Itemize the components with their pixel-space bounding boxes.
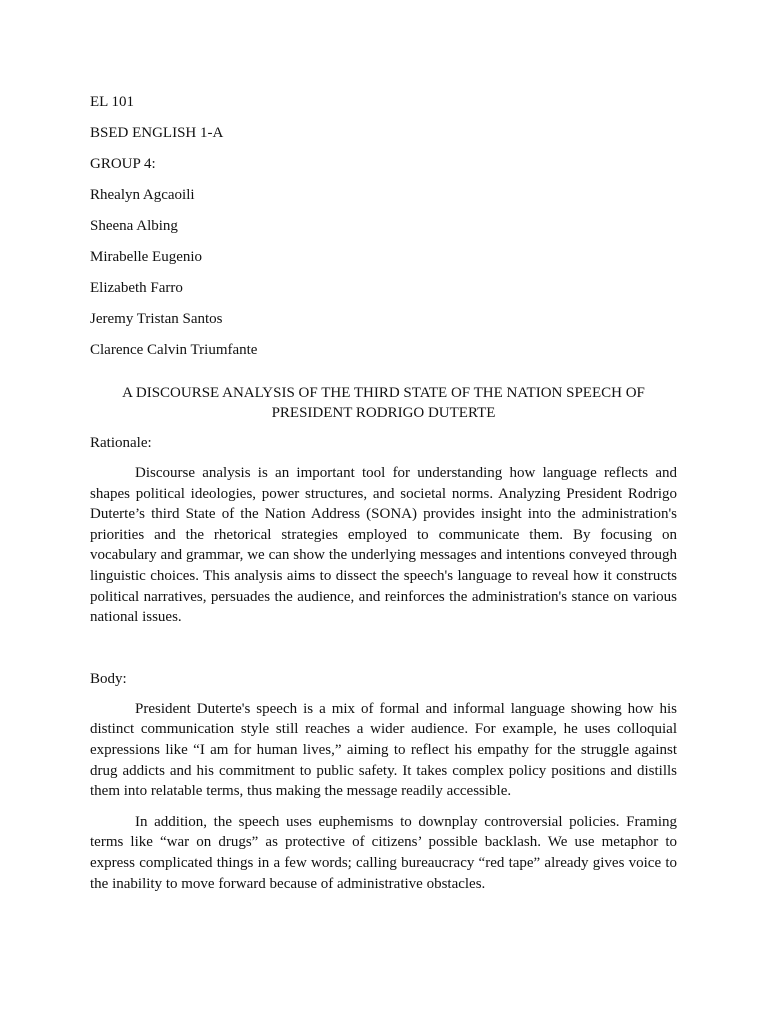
member-name: Rhealyn Agcaoili — [90, 187, 195, 203]
rationale-paragraph: Discourse analysis is an important tool for understanding how language reflects and shapes political ideologies, power structures, and societal norms. Analyzing President Rodrigo Duterte’s third State of the Nation Address (SONA) provides insight into the administration's priorities and the rhetorical strategies employed to communicate them. By focusing on vocabulary and grammar, we can show the underlying messages and intentions conveyed through linguistic choices. This analysis aims to dissect the speech's language to reveal how it constructs political narratives, persuades the audience, and reinforces the administration's stance on various national issues. — [90, 465, 677, 626]
body-heading: Body: — [90, 670, 127, 687]
body-paragraph: In addition, the speech uses euphemisms to downplay controversial policies. Framing terms like “war on drugs” as protective of citizens’ possible backlash. We use metaphor to express complicated things in a few words; calling bureaucracy “red tape” already gives voice to the inability to move forward because of administrative obstacles. — [90, 813, 677, 892]
member-name: Sheena Albing — [90, 218, 178, 234]
document-content — [90, 92, 677, 894]
course-section: BSED ENGLISH 1-A — [90, 125, 224, 141]
header-block — [90, 92, 677, 371]
body-paragraph: President Duterte's speech is a mix of formal and informal language showing how his distinct communication style still reaches a wider audience. For example, he uses colloquial expressions like “I am for human lives,” aiming to reflect his empathy for the struggle against drug addicts and his commitment to public safety. It takes complex policy positions and distills them into relatable terms, thus making the message readily accessible. — [90, 700, 677, 800]
member-name: Mirabelle Eugenio — [90, 249, 203, 265]
member-name: Clarence Calvin Triumfante — [90, 342, 258, 358]
group-label: GROUP 4: — [90, 156, 156, 172]
member-name: Jeremy Tristan Santos — [90, 311, 223, 327]
rationale-heading: Rationale: — [90, 435, 152, 451]
member-name: Elizabeth Farro — [90, 280, 183, 296]
course-code: EL 101 — [90, 94, 135, 110]
document-title: A DISCOURSE ANALYSIS OF THE THIRD STATE OF THE NATION SPEECH OF PRESIDENT RODRIGO DUTERTE — [122, 385, 645, 421]
